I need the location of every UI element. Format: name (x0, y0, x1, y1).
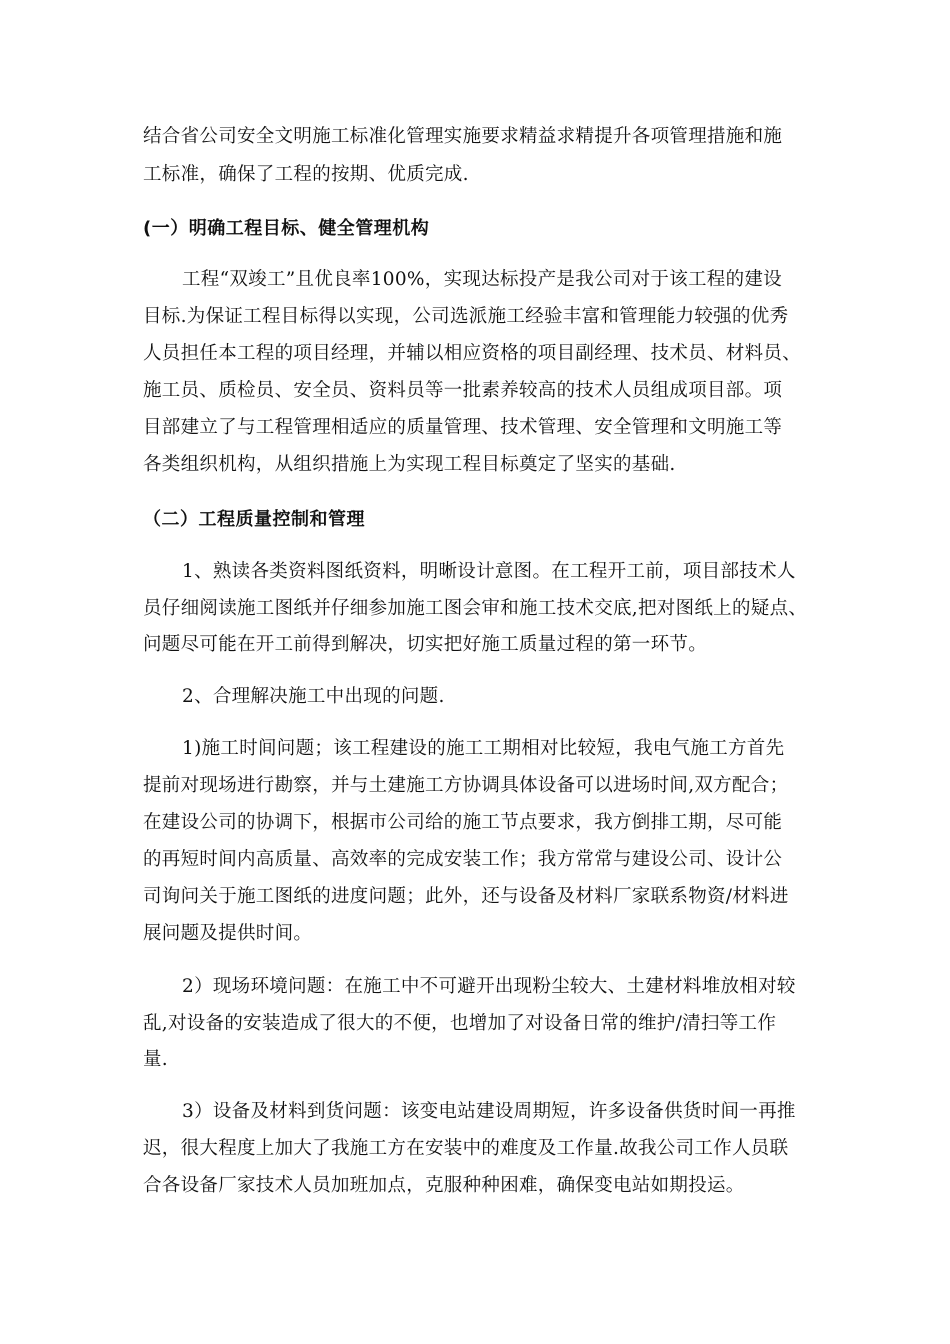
paragraph-line: 各类组织机构，从组织措施上为实现工程目标奠定了坚实的基础. (143, 454, 676, 475)
paragraph-line: 迟，很大程度上加大了我施工方在安装中的难度及工作量.故我公司工作人员联 (143, 1138, 789, 1159)
paragraph-line: 的再短时间内高质量、高效率的完成安装工作；我方常常与建设公司、设计公 (143, 849, 783, 870)
paragraph-line: 目标.为保证工程目标得以实现，公司选派施工经验丰富和管理能力较强的优秀 (143, 306, 789, 327)
section-heading-2: （二）工程质量控制和管理 (143, 509, 365, 530)
paragraph-line: 员仔细阅读施工图纸并仔细参加施工图会审和施工技术交底,把对图纸上的疑点、 (143, 598, 808, 619)
paragraph-line: 在建设公司的协调下，根据市公司给的施工节点要求，我方倒排工期，尽可能 (143, 812, 783, 833)
section-heading-1: (一）明确工程目标、健全管理机构 (143, 218, 430, 239)
intro-line: 结合省公司安全文明施工标准化管理实施要求精益求精提升各项管理措施和施 (143, 126, 783, 147)
paragraph-line: 2）现场环境问题：在施工中不可避开出现粉尘较大、土建材料堆放相对较 (182, 976, 796, 997)
paragraph-line: 提前对现场进行勘察，并与土建施工方协调具体设备可以进场时间,双方配合； (143, 775, 789, 796)
paragraph-line: 2、合理解决施工中出现的问题. (182, 686, 445, 707)
paragraph-line: 目部建立了与工程管理相适应的质量管理、技术管理、安全管理和文明施工等 (143, 417, 783, 438)
paragraph-line: 人员担任本工程的项目经理，并辅以相应资格的项目副经理、技术员、材料员、 (143, 343, 802, 364)
paragraph-line: 1、熟读各类资料图纸资料，明晰设计意图。在工程开工前，项目部技术人 (182, 561, 796, 582)
paragraph-line: 问题尽可能在开工前得到解决，切实把好施工质量过程的第一环节。 (143, 634, 708, 655)
paragraph-line: 施工员、质检员、安全员、资料员等一批素养较高的技术人员组成项目部。项 (143, 380, 783, 401)
paragraph-line: 3）设备及材料到货问题：该变电站建设周期短，许多设备供货时间一再推 (182, 1101, 796, 1122)
paragraph-line: 司询问关于施工图纸的进度问题；此外，还与设备及材料厂家联系物资/材料进 (143, 886, 789, 907)
paragraph-line: 工程“双竣工”且优良率100%，实现达标投产是我公司对于该工程的建设 (182, 269, 783, 290)
paragraph-line: 展问题及提供时间。 (143, 923, 313, 944)
intro-line: 工标准，确保了工程的按期、优质完成. (143, 164, 469, 185)
paragraph-line: 合各设备厂家技术人员加班加点，克服种种困难，确保变电站如期投运。 (143, 1175, 745, 1196)
paragraph-line: 量. (143, 1049, 168, 1070)
paragraph-line: 乱,对设备的安装造成了很大的不便，也增加了对设备日常的维护/清扫等工作 (143, 1013, 777, 1034)
paragraph-line: 1)施工时间问题；该工程建设的施工工期相对比较短，我电气施工方首先 (182, 738, 785, 759)
